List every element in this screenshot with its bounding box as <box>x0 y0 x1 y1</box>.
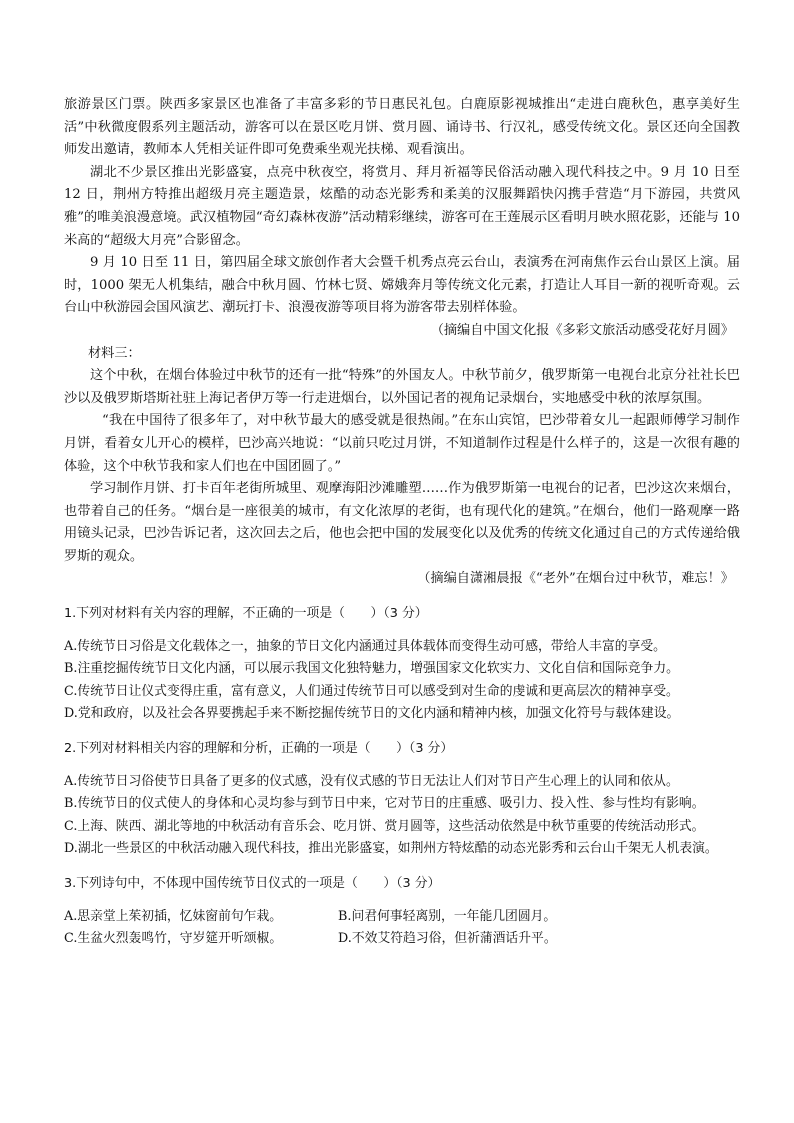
material3-source: （摘编自潇湘晨报《“老外”在烟台过中秋节，难忘！》 <box>417 571 734 587</box>
option-b: B.问君何事轻离别，一年能几团圆月。 <box>338 908 557 924</box>
option-row <box>64 928 740 951</box>
option-a: A.传统节日习俗是文化载体之一，抽象的节日文化内涵通过具体载体而变得生动可感，带给人丰富的享受。 <box>64 638 666 654</box>
material3-label: 材料三： <box>88 345 141 361</box>
material2-source: （摘编自中国文化报《多彩文旅活动感受花好月圆》 <box>430 322 734 338</box>
option-row <box>64 906 740 929</box>
option-a: A.思亲堂上茱初插，忆妹窗前句乍栽。 <box>64 908 283 924</box>
option-c: C.传统节日让仪式变得庄重，富有意义，人们通过传统节日可以感受到对生命的虔诚和更高层次的精神享受。 <box>64 683 679 699</box>
material2-paragraph: 湖北不少景区推出光影盛宴，点亮中秋夜空，将赏月、拜月祈福等民俗活动融入现代科技之中。9 月 10 日至 12 日，荆州方特推出超级月亮主题造景，炫酷的动态光影秀和柔美的汉服舞蹈快闪携手营造“月下游园，共赏风雅”的唯美浪漫意境。武汉植物园“奇幻森林夜游”活动精彩继续，游客可在王莲展示区看明月映水照花影，还能与 10 米高的“超级大月亮”合影留念。 <box>64 164 740 248</box>
option-d: D.不效艾符趋习俗，但祈蒲酒话升平。 <box>338 931 557 947</box>
question-1 <box>64 603 740 726</box>
option-b: B.注重挖掘传统节日文化内涵，可以展示我国文化独特魅力，增强国家文化软实力、文化自信和国际竞争力。 <box>64 661 679 677</box>
option-a: A.传统节日习俗使节日具备了更多的仪式感，没有仪式感的节日无法让人们对节日产生心理上的认同和依从。 <box>64 773 679 789</box>
question-stem: 1.下列对材料有关内容的理解，不正确的一项是（ ）（3 分） <box>64 606 428 622</box>
document-page <box>64 94 740 951</box>
option-d: D.党和政府，以及社会各界要携起手来不断挖掘传统节日的文化内涵和精神内核，加强文化符号与载体建设。 <box>64 706 680 722</box>
question-stem: 2.下列对材料相关内容的理解和分析，正确的一项是（ ）（3 分） <box>64 741 454 757</box>
option-b: B.传统节日的仪式使人的身体和心灵均参与到节日中来，它对节日的庄重感、吸引力、投入性、参与性均有影响。 <box>64 796 705 812</box>
material3-paragraph: “我在中国待了很多年了，对中秋节最大的感受就是很热闹。”在东山宾馆，巴沙带着女儿一起跟师傅学习制作月饼，看着女儿开心的模样，巴沙高兴地说：“以前只吃过月饼，不知道制作过程是什么样子的，这是一次很有趣的体验，这个中秋节我和家人们也在中国团圆了。” <box>64 413 740 474</box>
question-3 <box>64 873 740 951</box>
option-c: C.上海、陕西、湖北等地的中秋活动有音乐会、吃月饼、赏月圆等，这些活动依然是中秋节重要的传统活动形式。 <box>64 818 705 834</box>
option-c: C.生盆火烈轰鸣竹，守岁筵开听颂椒。 <box>64 931 283 947</box>
option-d: D.湖北一些景区的中秋活动融入现代科技，推出光影盛宴，如荆州方特炫酷的动态光影秀和云台山千架无人机表演。 <box>64 841 718 857</box>
material3-paragraph: 学习制作月饼、打卡百年老街所城里、观摩海阳沙滩雕塑……作为俄罗斯第一电视台的记者，巴沙这次来烟台，也带着自己的任务。“烟台是一座很美的城市，有文化浓厚的老街，也有现代化的建筑。”在烟台，他们一路观摩一路用镜头记录，巴沙告诉记者，这次回去之后，他也会把中国的发展变化以及优秀的传统文化通过自己的方式传递给俄罗斯的观众。 <box>64 481 740 564</box>
material3-paragraph: 这个中秋，在烟台体验过中秋节的还有一批“特殊”的外国友人。中秋节前夕，俄罗斯第一电视台北京分社社长巴沙以及俄罗斯塔斯社驻上海记者伊万等一行走进烟台，以外国记者的视角记录烟台，实地感受中秋的浓厚氛围。 <box>64 368 740 406</box>
material2-paragraph: 9 月 10 日至 11 日，第四届全球文旅创作者大会暨千机秀点亮云台山，表演秀在河南焦作云台山景区上演。届时，1000 架无人机集结，融合中秋月圆、竹林七贤、嫦娥奔月等传统文化元素，打造让人耳目一新的视听奇观。云台山中秋游园会国风演艺、潮玩打卡、浪漫夜游等项目将为游客带去别样体验。 <box>64 255 740 316</box>
material2-paragraph: 旅游景区门票。陕西多家景区也准备了丰富多彩的节日惠民礼包。白鹿原影视城推出“走进白鹿秋色，惠享美好生活”中秋微度假系列主题活动，游客可以在景区吃月饼、赏月圆、诵诗书、行汉礼，感受传统文化。景区还向全国教师发出邀请，教师本人凭相关证件即可免费乘坐观光扶梯、观看演出。 <box>64 97 740 158</box>
question-stem: 3.下列诗句中，不体现中国传统节日仪式的一项是（ ）（3 分） <box>64 876 441 891</box>
question-2 <box>64 738 740 861</box>
